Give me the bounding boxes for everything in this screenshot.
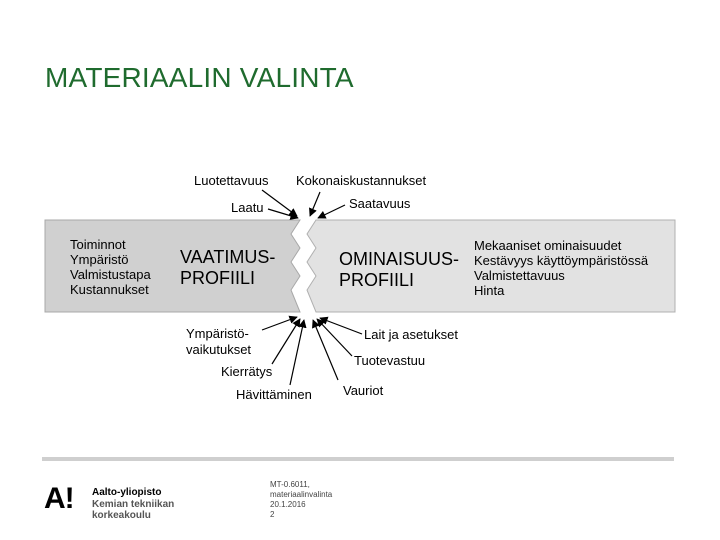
arrow-ymparistovaikutukset (262, 317, 297, 330)
page-title: MATERIAALIN VALINTA (45, 62, 354, 93)
item-valmistettavuus: Valmistettavuus (474, 268, 565, 283)
item-toiminnot: Toiminnot (70, 237, 126, 252)
label-tuotevastuu: Tuotevastuu (354, 353, 426, 368)
requirement-items (70, 237, 151, 297)
footer-divider (42, 457, 674, 461)
course-code: MT-0.6011, (270, 480, 310, 489)
requirement-profile-heading: VAATIMUS- PROFIILI (180, 247, 276, 288)
label-laatu: Laatu (231, 200, 264, 215)
label-vauriot: Vauriot (343, 383, 384, 398)
aalto-logo-mark: A! (44, 482, 74, 515)
label-kokonaiskustannukset: Kokonaiskustannukset (296, 173, 427, 188)
label-havittaminen: Hävittäminen (236, 387, 312, 402)
arrow-havittaminen (290, 320, 304, 385)
arrow-laitjaasetukset (320, 318, 362, 334)
property-items (474, 238, 648, 298)
property-profile-heading: OMINAISUUS- PROFIILI (339, 249, 460, 290)
label-kierratys: Kierrätys (221, 364, 273, 379)
slide-number: 2 (270, 510, 275, 519)
item-hinta: Hinta (474, 283, 505, 298)
arrow-vauriot (313, 320, 338, 380)
arrow-kokonaiskustannukset (310, 192, 320, 216)
item-kestavyys: Kestävyys käyttöympäristössä (474, 253, 649, 268)
label-luotettavuus: Luotettavuus (194, 173, 269, 188)
label-ymparistovaikutukset: Ympäristö- vaikutukset (186, 326, 252, 357)
item-mekaaniset: Mekaaniset ominaisuudet (474, 238, 622, 253)
course-subject: materiaalinvalinta (270, 490, 333, 499)
arrow-tuotevastuu (317, 319, 352, 356)
footer-meta (270, 480, 332, 520)
label-saatavuus: Saatavuus (349, 196, 411, 211)
arrow-saatavuus (318, 205, 345, 218)
item-kustannukset: Kustannukset (70, 282, 149, 297)
bottom-arrows (262, 317, 362, 385)
label-laitjaasetukset: Lait ja asetukset (364, 327, 458, 342)
aalto-logo-text: Aalto-yliopisto Kemian tekniikan korkeakoulu (92, 487, 175, 521)
item-valmistustapa: Valmistustapa (70, 267, 151, 282)
top-arrows (262, 190, 345, 218)
item-ymparisto: Ympäristö (70, 252, 129, 267)
slide-date: 20.1.2016 (270, 500, 306, 509)
